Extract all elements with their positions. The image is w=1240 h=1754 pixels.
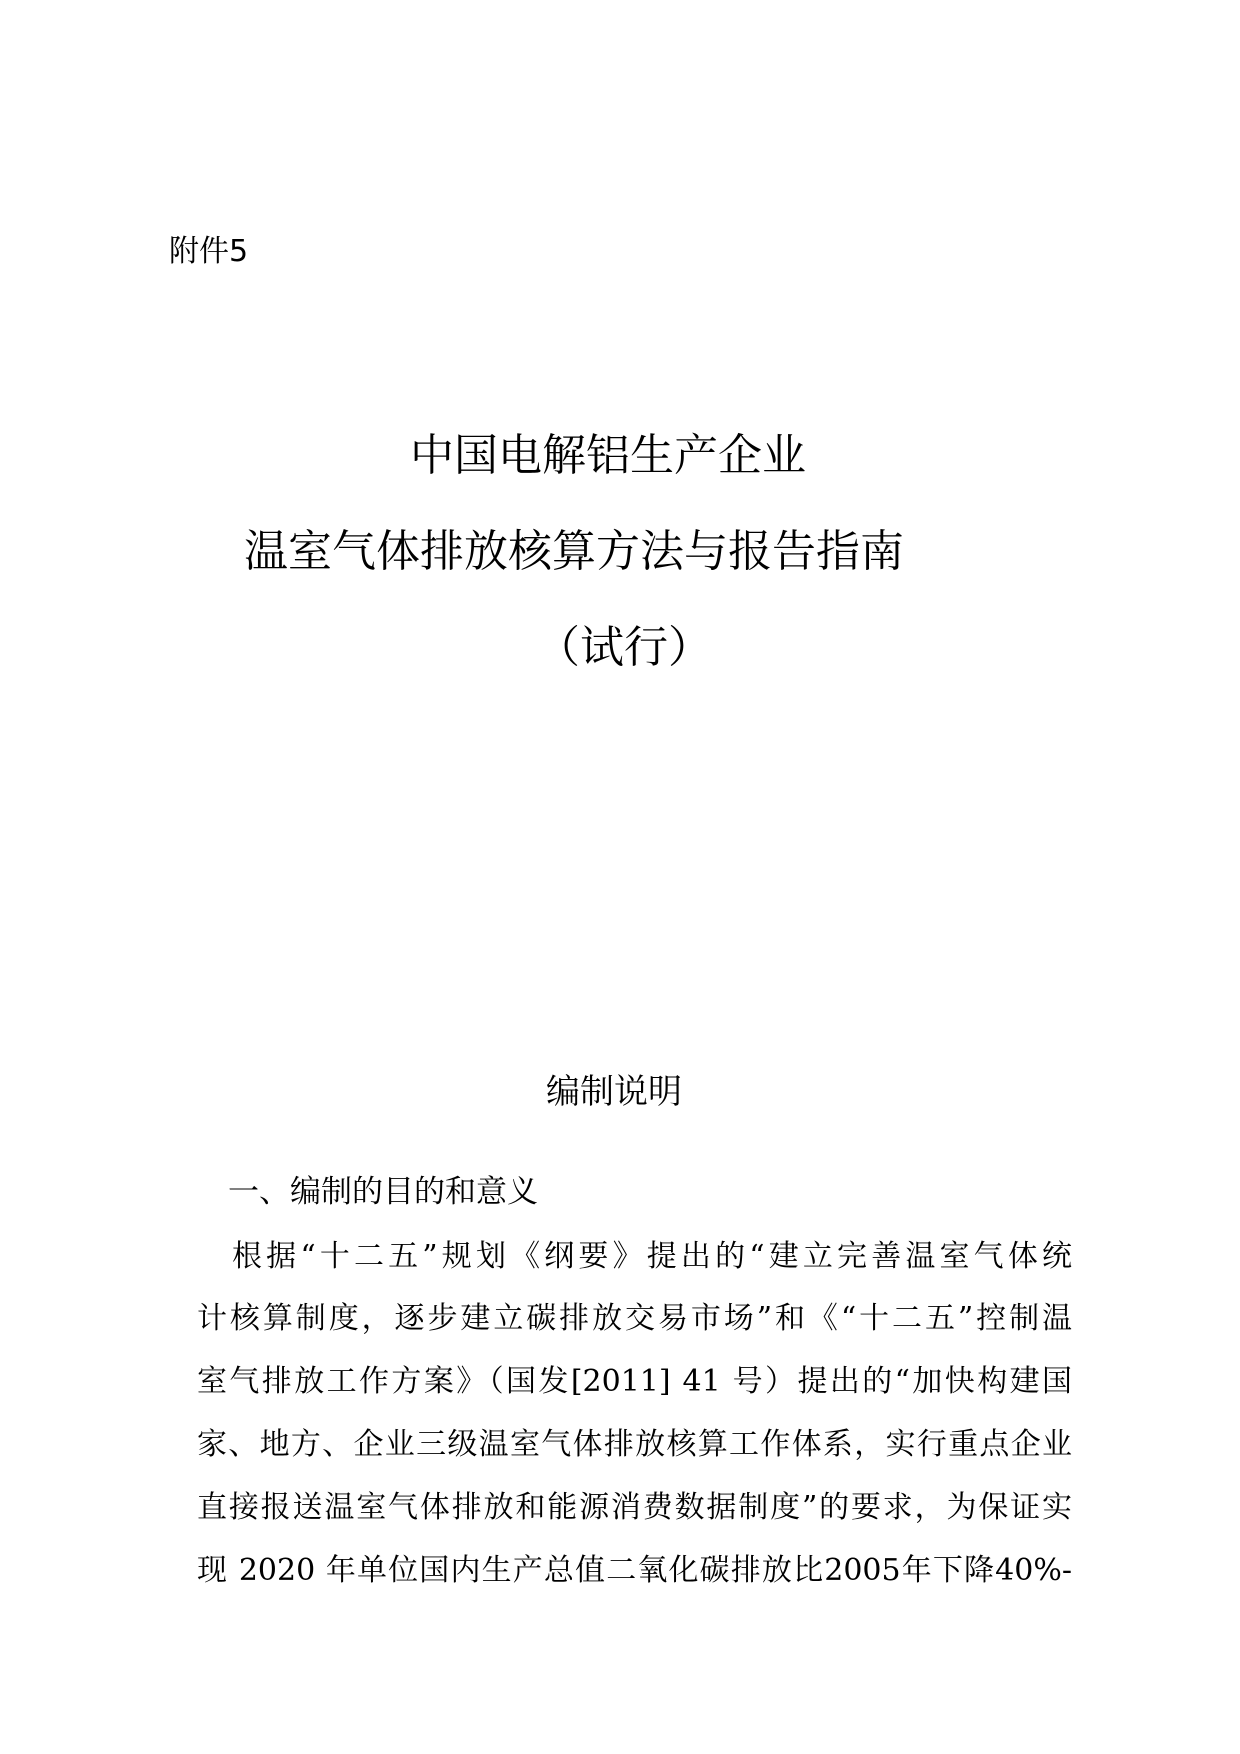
body-line: 根据“十二五”规划《纲要》提出的“建立完善温室气体统: [232, 1239, 1072, 1274]
attachment-label: 附件5: [169, 234, 249, 269]
document-title-line-1: 中国电解铝生产企业: [410, 430, 806, 481]
body-line: 室气排放工作方案》（国发[2011] 41 号）提出的“加快构建国: [197, 1364, 1072, 1399]
body-line: 计核算制度，逐步建立碳排放交易市场”和《“十二五”控制温: [197, 1301, 1072, 1336]
body-line: 直接报送温室气体排放和能源消费数据制度”的要求，为保证实: [197, 1490, 1072, 1525]
section-title: 编制说明: [546, 1072, 682, 1112]
body-line: 现 2020 年单位国内生产总值二氧化碳排放比2005年下降40%-: [197, 1553, 1072, 1588]
heading-purpose: 一、编制的目的和意义: [228, 1174, 538, 1210]
document-title-line-3: （试行）: [536, 622, 712, 673]
document-title-line-2: 温室气体排放核算方法与报告指南: [244, 526, 904, 577]
body-line: 家、地方、企业三级温室气体排放核算工作体系，实行重点企业: [197, 1427, 1072, 1462]
